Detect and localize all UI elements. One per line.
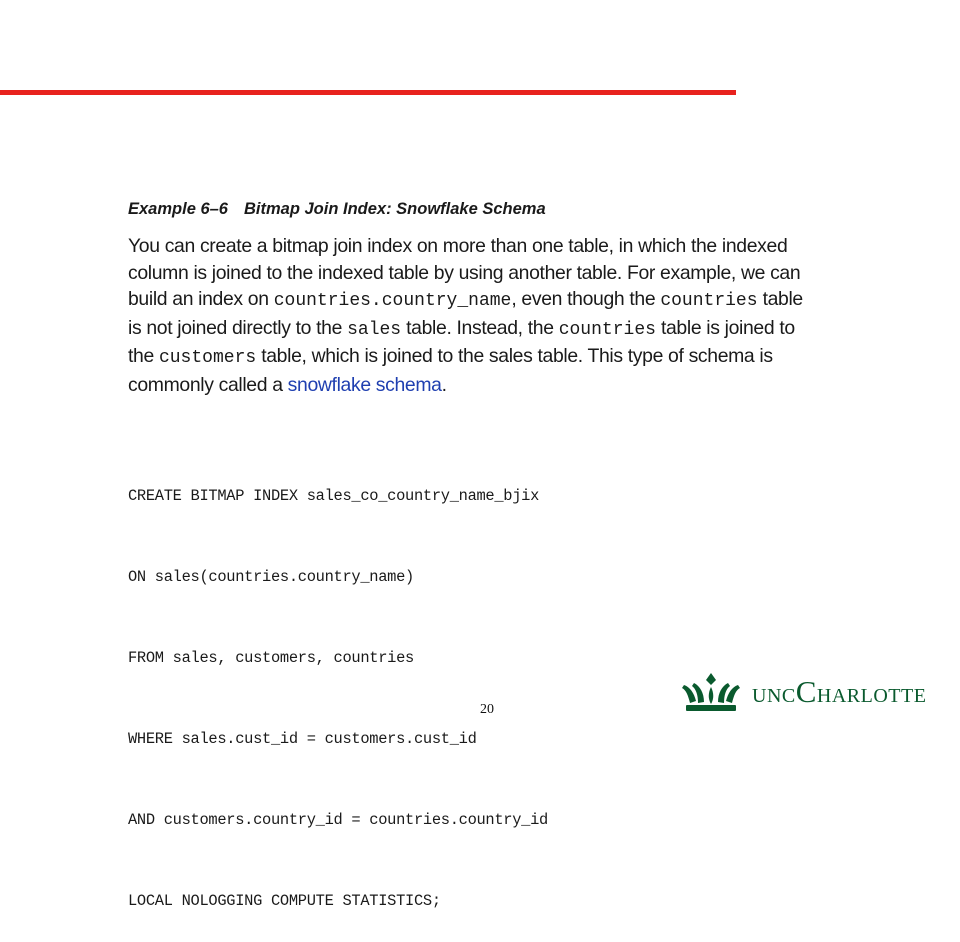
example-paragraph: [128, 233, 848, 399]
text: table. Instead, the: [401, 316, 559, 339]
text: table is joined to: [655, 316, 795, 339]
crown-icon: [680, 671, 742, 713]
example-name: Bitmap Join Index: Snowflake Schema: [243, 200, 546, 218]
paragraph-line: [128, 286, 848, 315]
paragraph-line: [128, 343, 848, 372]
text: You can create a bitmap join index on more than one table, in which the indexed: [128, 235, 788, 257]
code-line: CREATE BITMAP INDEX sales_co_country_name_bjix: [128, 487, 540, 505]
paragraph-line: [128, 372, 848, 399]
inline-code: sales: [347, 319, 402, 340]
logo-unc: UNC: [752, 685, 796, 707]
unc-charlotte-logo: [680, 670, 926, 714]
paragraph-line: [128, 315, 848, 344]
inline-code: customers: [158, 348, 257, 369]
logo-wordmark: [752, 674, 926, 710]
logo-big-c: C: [795, 674, 817, 709]
inline-code: countries.country_name: [273, 291, 512, 312]
inline-code: countries: [660, 291, 758, 312]
paragraph-line: [128, 260, 848, 287]
example-label: Example 6–6: [128, 200, 228, 218]
title-rule: [0, 90, 736, 95]
example-heading: [128, 200, 546, 219]
page-number: 20: [480, 702, 494, 717]
snowflake-schema-link[interactable]: snowflake schema: [287, 373, 442, 396]
inline-code: countries: [558, 319, 656, 340]
text: commonly called a: [128, 373, 288, 396]
code-line: AND customers.country_id = countries.country_id: [128, 811, 548, 829]
text: table: [757, 288, 803, 311]
text: .: [441, 373, 447, 396]
code-line: LOCAL NOLOGGING COMPUTE STATISTICS;: [128, 892, 441, 910]
text: column is joined to the indexed table by using another table. For example, we can: [128, 261, 801, 284]
text: table, which is joined to the sales table. This type of schema is: [256, 345, 773, 368]
logo-harlotte: HARLOTTE: [816, 685, 927, 707]
paragraph-line: [128, 233, 848, 260]
text: , even though the: [511, 288, 661, 311]
code-line: WHERE sales.cust_id = customers.cust_id: [128, 730, 477, 748]
sql-code-block: [128, 429, 548, 942]
text: build an index on: [128, 288, 274, 311]
text: is not joined directly to the: [128, 316, 348, 339]
text: the: [128, 345, 159, 368]
code-line: ON sales(countries.country_name): [128, 568, 414, 586]
code-line: FROM sales, customers, countries: [128, 649, 414, 667]
